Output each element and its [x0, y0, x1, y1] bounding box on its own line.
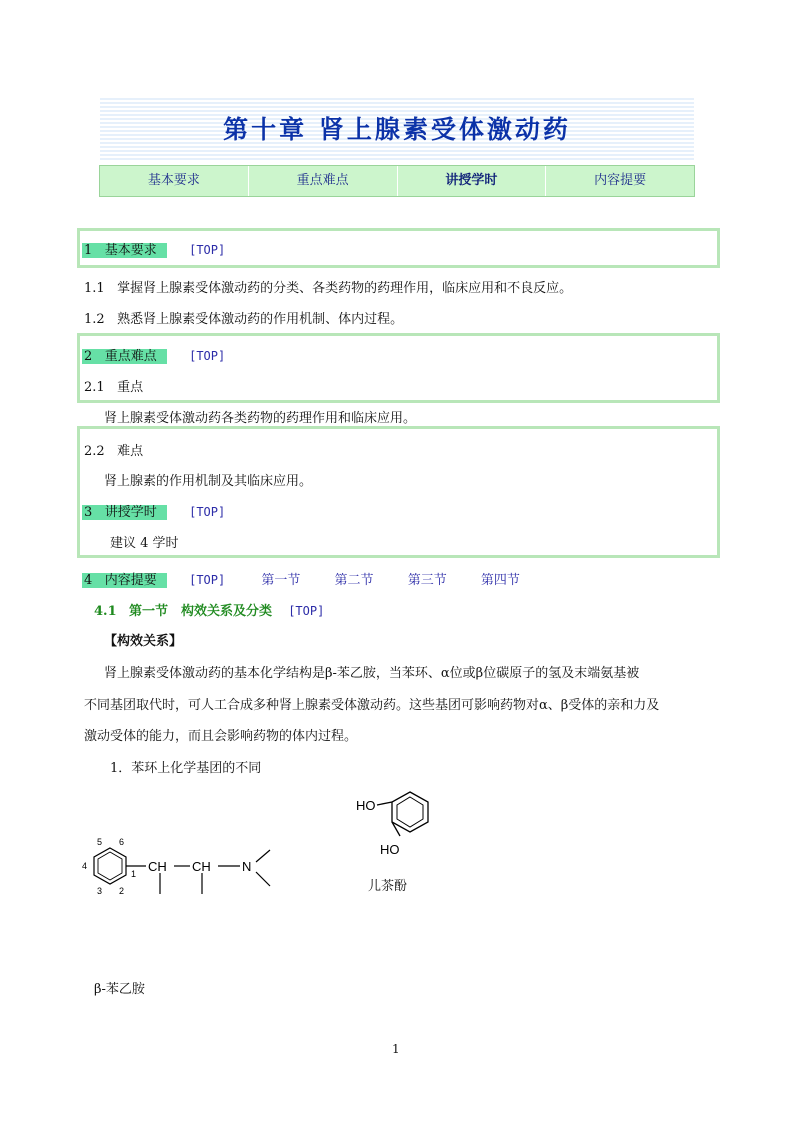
ring-num-2: 2 — [119, 886, 125, 896]
page-number: 1 — [392, 1042, 400, 1056]
ring-num-1: 1 — [131, 869, 137, 879]
section-1-heading — [82, 239, 225, 258]
subsection-2-1-text: 肾上腺素受体激动药各类药物的药理作用和临床应用。 — [104, 411, 417, 426]
link-section-1[interactable]: 第一节 — [261, 573, 301, 588]
item-1-1: 1.1 掌握肾上腺素受体激动药的分类、各类药物的药理作用，临床应用和不良反应。 — [84, 281, 573, 296]
section-3-text: 建议 4 学时 — [110, 536, 179, 551]
section-2-top-link[interactable]: [TOP] — [189, 349, 226, 363]
pea-bond-n1 — [256, 850, 270, 862]
section-3-heading — [82, 501, 225, 520]
pea-inner-ring — [98, 852, 122, 880]
paragraph-line-2: 不同基团取代时，可人工合成多种肾上腺素受体激动药。这些基团可影响药物对α、β受体的亲和力及 — [84, 698, 660, 713]
pea-ch-2: CH — [192, 859, 211, 874]
section-4-heading — [82, 569, 520, 588]
nav-content-summary[interactable]: 内容提要 — [546, 166, 694, 196]
nav-key-points[interactable]: 重点难点 — [249, 166, 398, 196]
phenylethylamine-structure — [78, 830, 288, 910]
phenylethylamine-label: β-苯乙胺 — [94, 982, 145, 997]
section-1-label: 1 基本要求 — [82, 243, 167, 258]
subsection-2-2: 2.2 难点 — [84, 444, 144, 459]
subsection-4-1: 4.1 第一节 构效关系及分类 [TOP] — [94, 604, 325, 619]
sar-heading: 【构效关系】 — [104, 634, 183, 649]
paragraph-line-1: 肾上腺素受体激动药的基本化学结构是β-苯乙胺，当苯环、α位或β位碳原子的氢及末端氨基被 — [104, 666, 640, 681]
link-section-4[interactable]: 第四节 — [480, 573, 520, 588]
nav-basic-requirements[interactable]: 基本要求 — [100, 166, 249, 196]
item-1-2: 1.2 熟悉肾上腺素受体激动药的作用机制、体内过程。 — [84, 312, 404, 327]
subsection-2-2-text: 肾上腺素的作用机制及其临床应用。 — [104, 474, 313, 489]
subsection-2-1: 2.1 重点 — [84, 380, 144, 395]
pea-ch-1: CH — [148, 859, 167, 874]
pea-bond-n2 — [256, 872, 270, 886]
catechol-bond-1 — [377, 802, 392, 805]
ring-num-4: 4 — [82, 861, 88, 871]
subsection-4-1-top-link[interactable]: [TOP] — [288, 604, 325, 618]
paragraph-line-3: 激动受体的能力，而且会影响药物的体内过程。 — [84, 729, 358, 744]
nav-teaching-hours[interactable]: 讲授学时 — [398, 166, 547, 196]
section-3-label: 3 讲授学时 — [82, 505, 167, 520]
pea-ring — [94, 848, 126, 884]
ring-num-6: 6 — [119, 837, 125, 847]
catechol-ho-1: HO — [356, 798, 376, 813]
section-2-box — [77, 333, 720, 403]
section-3-top-link[interactable]: [TOP] — [189, 505, 226, 519]
section-1-top-link[interactable]: [TOP] — [189, 243, 226, 257]
link-section-2[interactable]: 第二节 — [334, 573, 374, 588]
link-section-3[interactable]: 第三节 — [407, 573, 447, 588]
nav-bar — [99, 165, 695, 197]
catechol-inner-ring — [397, 797, 423, 827]
ring-num-3: 3 — [97, 886, 103, 896]
ring-num-5: 5 — [97, 837, 103, 847]
catechol-label: 儿茶酚 — [368, 879, 408, 894]
pea-n: N — [242, 859, 252, 874]
section-4-label: 4 内容提要 — [82, 573, 167, 588]
subsection-4-1-title: 第一节 构效关系及分类 — [129, 604, 273, 619]
catechol-structure — [350, 780, 450, 870]
page-title: 第十章 肾上腺素受体激动药 — [223, 115, 571, 144]
section-4-top-link[interactable]: [TOP] — [189, 573, 226, 587]
point-1: 1．苯环上化学基团的不同 — [110, 761, 262, 776]
section-2-heading — [82, 345, 225, 364]
section-2-label: 2 重点难点 — [82, 349, 167, 364]
catechol-ho-2: HO — [380, 842, 400, 857]
